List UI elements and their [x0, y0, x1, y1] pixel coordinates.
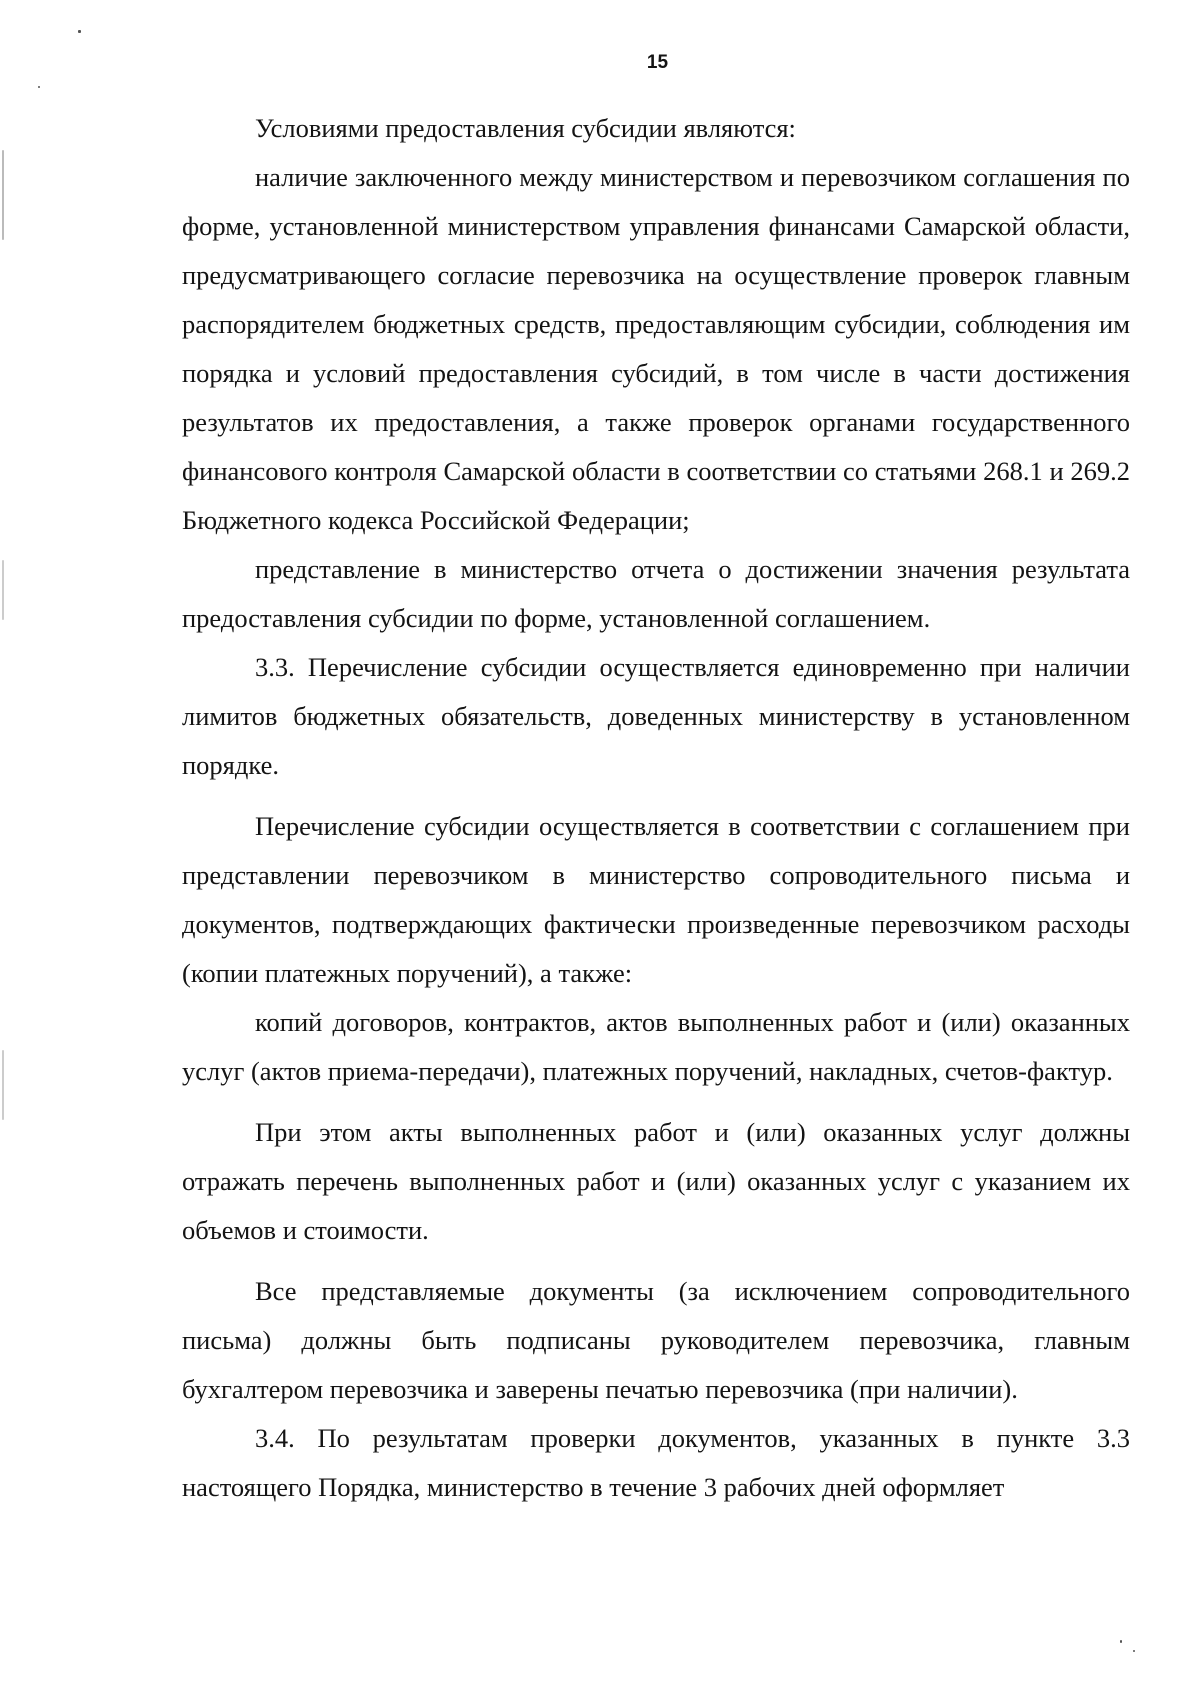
scan-speck [78, 30, 81, 33]
paragraph-3-4: 3.4. По результатам проверки документов, указанных в пункте 3.3 настоящего Порядка, министерство в течение 3 рабочих дней оформляет [182, 1423, 1130, 1502]
scan-speck [1133, 1650, 1135, 1652]
scan-speck [2, 150, 4, 240]
scan-speck [38, 86, 40, 88]
paragraph-3-3: 3.3. Перечисление субсидии осуществляется единовременно при наличии лимитов бюджетных обязательств, доведенных министерству в установленном порядке. [182, 652, 1130, 780]
scan-speck [2, 560, 4, 620]
paragraph-transfer-documents: Перечисление субсидии осуществляется в соответствии с соглашением при представлении перевозчиком в министерство сопроводительного письма и документов, подтверждающих фактически произведенные перевозчиком расходы (копии платежных поручений), а также: [182, 811, 1130, 988]
paragraph-acts-requirements: При этом акты выполненных работ и (или) оказанных услуг должны отражать перечень выполненных работ и (или) оказанных услуг с указанием их объемов и стоимости. [182, 1117, 1130, 1245]
scan-speck [2, 1050, 4, 1120]
paragraph-document-copies: копий договоров, контрактов, актов выполненных работ и (или) оказанных услуг (актов приема-передачи), платежных поручений, накладных, счетов-фактур. [182, 1007, 1130, 1086]
scan-speck [1120, 1640, 1122, 1643]
paragraph-report-condition: представление в министерство отчета о достижении значения результата предоставления субсидии по форме, установленной соглашением. [182, 554, 1130, 633]
document-body [182, 104, 1130, 1512]
paragraph-agreement-condition: наличие заключенного между министерством и перевозчиком соглашения по форме, установленной министерством управления финансами Самарской области, предусматривающего согласие перевозчика на осуществление проверок главным распорядителем бюджетных средств, предоставляющим субсидии, соблюдения им порядка и условий предоставления субсидий, в том числе в части достижения результатов их предоставления, а также проверок органами государственного финансового контроля Самарской области в соответствии со статьями 268.1 и 269.2 Бюджетного кодекса Российской Федерации; [182, 162, 1130, 535]
paragraph-conditions-intro: Условиями предоставления субсидии являются: [255, 113, 796, 143]
page-number: 15 [646, 52, 669, 73]
paragraph-signature-requirements: Все представляемые документы (за исключением сопроводительного письма) должны быть подписаны руководителем перевозчика, главным бухгалтером перевозчика и заверены печатью перевозчика (при наличии). [182, 1276, 1130, 1404]
